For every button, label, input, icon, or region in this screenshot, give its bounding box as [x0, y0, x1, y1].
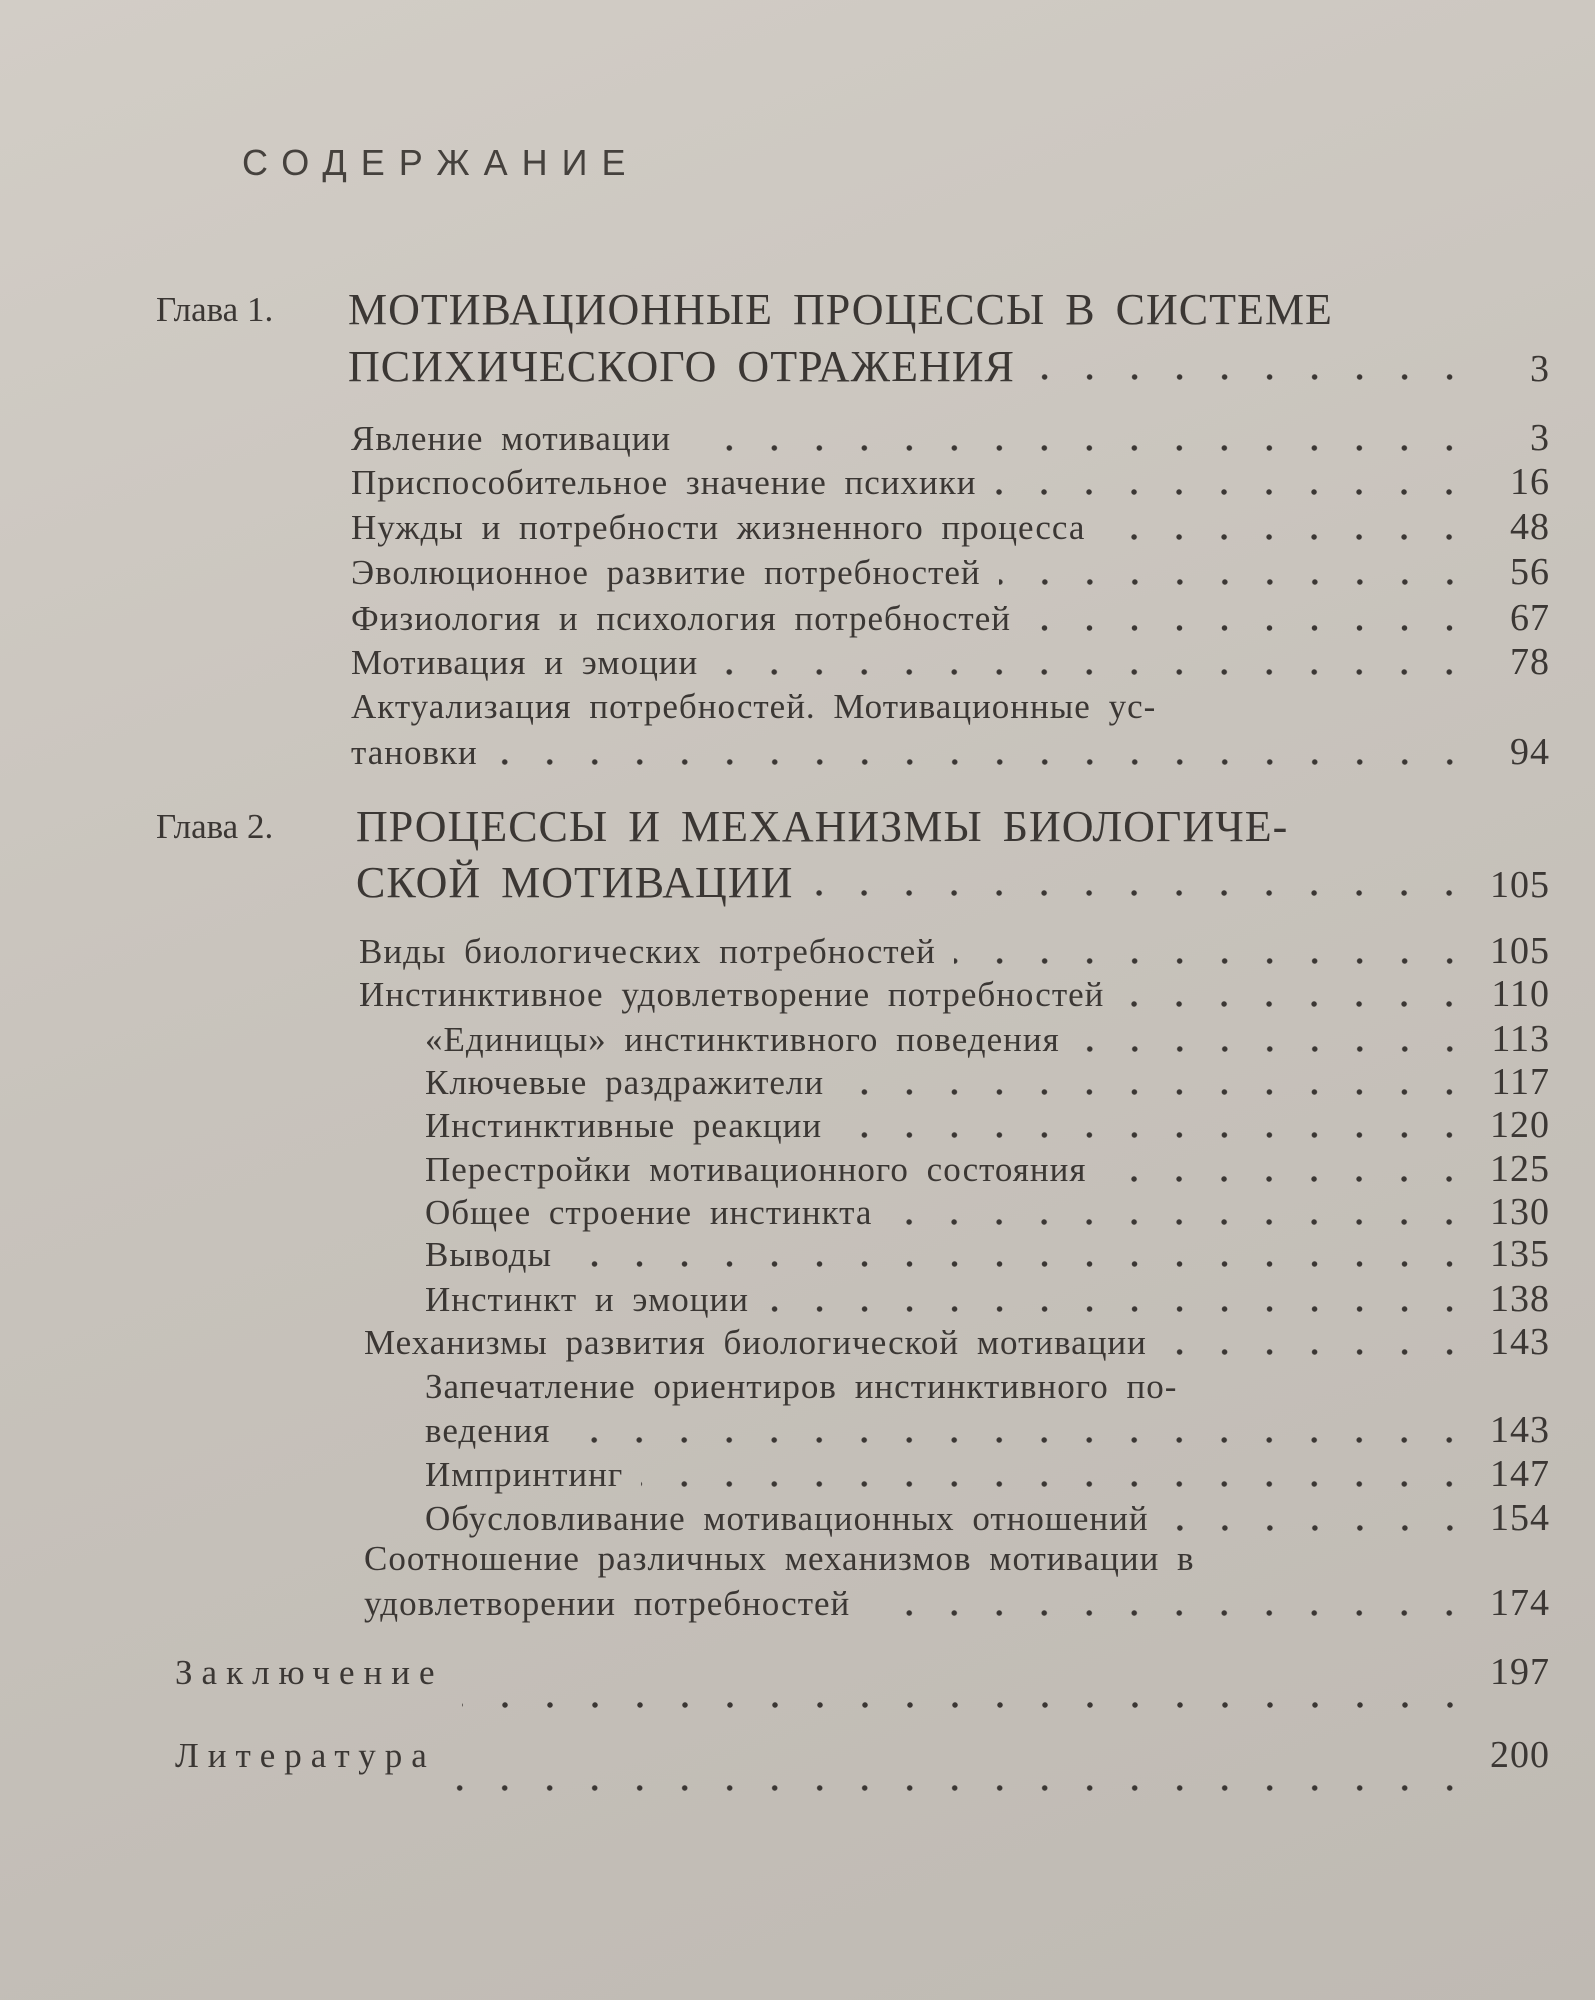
page-number: 94 — [1510, 731, 1550, 773]
dot-leader — [1167, 1523, 1472, 1533]
toc-entry[interactable] — [351, 416, 1550, 461]
toc-entry[interactable] — [359, 972, 1550, 1017]
dot-leader — [689, 443, 1472, 453]
page-number: 147 — [1490, 1453, 1550, 1495]
entry-title: Физиология и психология потребностей — [351, 599, 1011, 638]
page-number: 143 — [1490, 1321, 1550, 1363]
dot-leader — [1122, 999, 1472, 1009]
entry-title: Импринтинг — [425, 1455, 624, 1494]
page-number: 138 — [1490, 1278, 1550, 1320]
toc-entry[interactable] — [425, 1147, 1550, 1192]
toc-entry[interactable] — [425, 1190, 1550, 1235]
entry-title: Литература — [175, 1736, 436, 1775]
toc-entry[interactable] — [425, 1017, 1550, 1062]
toc-entry-literature[interactable] — [175, 1733, 1550, 1793]
entry-title: Ключевые раздражители — [425, 1063, 825, 1102]
dot-leader — [1033, 372, 1472, 382]
entry-title: Эволюционное развитие потребностей — [351, 553, 981, 592]
page-number: 105 — [1490, 930, 1550, 972]
entry-title: ведения — [425, 1411, 551, 1450]
toc-entry[interactable] — [425, 1060, 1550, 1105]
page-title: СОДЕРЖАНИЕ — [242, 142, 640, 183]
dot-leader — [1104, 1174, 1472, 1184]
toc-entry-conclusion[interactable] — [175, 1650, 1550, 1710]
toc-entry[interactable] — [359, 929, 1550, 974]
page-number: 56 — [1510, 551, 1550, 593]
toc-entry[interactable] — [425, 1408, 1550, 1453]
dot-leader — [570, 1259, 1472, 1269]
dot-leader — [868, 1608, 1472, 1618]
toc-entry[interactable] — [351, 460, 1550, 505]
dot-leader — [890, 1217, 1472, 1227]
entry-title: удовлетворении потребностей — [364, 1584, 851, 1623]
entry-title: Заключение — [175, 1653, 444, 1692]
entry-title: Нужды и потребности жизненного процесса — [351, 508, 1086, 547]
dot-leader — [999, 577, 1472, 587]
dot-leader — [641, 1479, 1472, 1489]
entry-title: Инстинктивное удовлетворение потребностей — [359, 975, 1105, 1014]
dot-leader — [1165, 1347, 1472, 1357]
entry-title: Перестройки мотивационного состояния — [425, 1150, 1087, 1189]
chapter-title — [348, 282, 1550, 338]
page-number: 197 — [1490, 1651, 1550, 1693]
dot-leader — [840, 1130, 1472, 1140]
entry-title: Инстинктивные реакции — [425, 1106, 823, 1145]
page-number: 200 — [1490, 1734, 1550, 1776]
page-number: 67 — [1510, 597, 1550, 639]
page-number: 130 — [1490, 1191, 1550, 1233]
entry-title: Виды биологических потребностей — [359, 932, 936, 971]
page-number: 16 — [1510, 461, 1550, 503]
page-number: 125 — [1490, 1148, 1550, 1190]
toc-entry[interactable] — [425, 1496, 1550, 1541]
chapter-title-line: МОТИВАЦИОННЫЕ ПРОЦЕССЫ В СИСТЕМЕ — [348, 285, 1333, 334]
dot-leader — [716, 667, 1472, 677]
toc-entry[interactable] — [351, 730, 1550, 775]
toc-entry[interactable] — [425, 1277, 1550, 1322]
dot-leader — [1103, 532, 1472, 542]
entry-title: Выводы — [425, 1235, 552, 1274]
entry-title: Обусловливание мотивационных отношений — [425, 1499, 1149, 1538]
toc-entry[interactable] — [351, 640, 1550, 685]
chapter-label: Глава 2. — [156, 807, 274, 846]
page-number: 143 — [1490, 1409, 1550, 1451]
page-number: 48 — [1510, 506, 1550, 548]
dot-leader — [811, 888, 1472, 898]
chapter-title — [356, 799, 1550, 855]
dot-leader — [454, 1783, 1472, 1793]
entry-title: Приспособительное значение психики — [351, 463, 977, 502]
entry-title: Актуализация потребностей. Мотивационные ус- — [351, 687, 1157, 726]
dot-leader — [994, 487, 1472, 497]
toc-entry[interactable] — [364, 1320, 1550, 1365]
page-number: 135 — [1490, 1233, 1550, 1275]
entry-title: Явление мотивации — [351, 419, 672, 458]
toc-entry[interactable] — [351, 550, 1550, 595]
entry-title: Соотношение различных механизмов мотивации в — [364, 1539, 1195, 1578]
entry-title: тановки — [351, 733, 478, 772]
entry-title: Запечатление ориентиров инстинктивного по- — [425, 1367, 1178, 1406]
dot-leader — [1078, 1044, 1472, 1054]
entry-title: Механизмы развития биологической мотивации — [364, 1323, 1147, 1362]
dot-leader — [462, 1700, 1473, 1710]
toc-entry[interactable] — [364, 1581, 1550, 1626]
toc-entry[interactable] — [356, 855, 1550, 913]
page-number: 3 — [1530, 417, 1550, 459]
dot-leader — [1029, 623, 1472, 633]
chapter-label: Глава 1. — [156, 290, 274, 329]
page-number: 174 — [1490, 1582, 1550, 1624]
toc-entry-line[interactable] — [425, 1365, 1550, 1409]
dot-leader — [767, 1304, 1472, 1314]
page-number: 120 — [1490, 1104, 1550, 1146]
toc-entry[interactable] — [351, 505, 1550, 550]
page-number: 78 — [1510, 641, 1550, 683]
dot-leader — [954, 956, 1472, 966]
toc-entry[interactable] — [425, 1452, 1550, 1497]
chapter-title-line: ПСИХИЧЕСКОГО ОТРАЖЕНИЯ — [348, 342, 1015, 391]
page-number: 3 — [1530, 348, 1550, 390]
toc-entry[interactable] — [425, 1103, 1550, 1148]
toc-entry-line[interactable] — [364, 1537, 1550, 1581]
toc-entry[interactable] — [348, 339, 1550, 397]
page-number: 113 — [1491, 1018, 1550, 1060]
page-number: 117 — [1491, 1061, 1550, 1103]
entry-title: Инстинкт и эмоции — [425, 1280, 749, 1319]
chapter-title-line: СКОЙ МОТИВАЦИИ — [356, 858, 794, 907]
toc-entry-line[interactable] — [351, 685, 1550, 729]
entry-title: Мотивация и эмоции — [351, 643, 699, 682]
chapter-title-line: ПРОЦЕССЫ И МЕХАНИЗМЫ БИОЛОГИЧЕ- — [356, 802, 1289, 851]
entry-title: «Единицы» инстинктивного поведения — [425, 1020, 1060, 1059]
toc-entry[interactable] — [351, 596, 1550, 641]
entry-title: Общее строение инстинкта — [425, 1193, 873, 1232]
page-number: 110 — [1491, 973, 1550, 1015]
page-number: 105 — [1490, 864, 1550, 906]
page-number: 154 — [1490, 1497, 1550, 1539]
dot-leader — [568, 1435, 1472, 1445]
dot-leader — [842, 1087, 1472, 1097]
dot-leader — [496, 757, 1472, 767]
toc-entry[interactable] — [425, 1232, 1550, 1277]
